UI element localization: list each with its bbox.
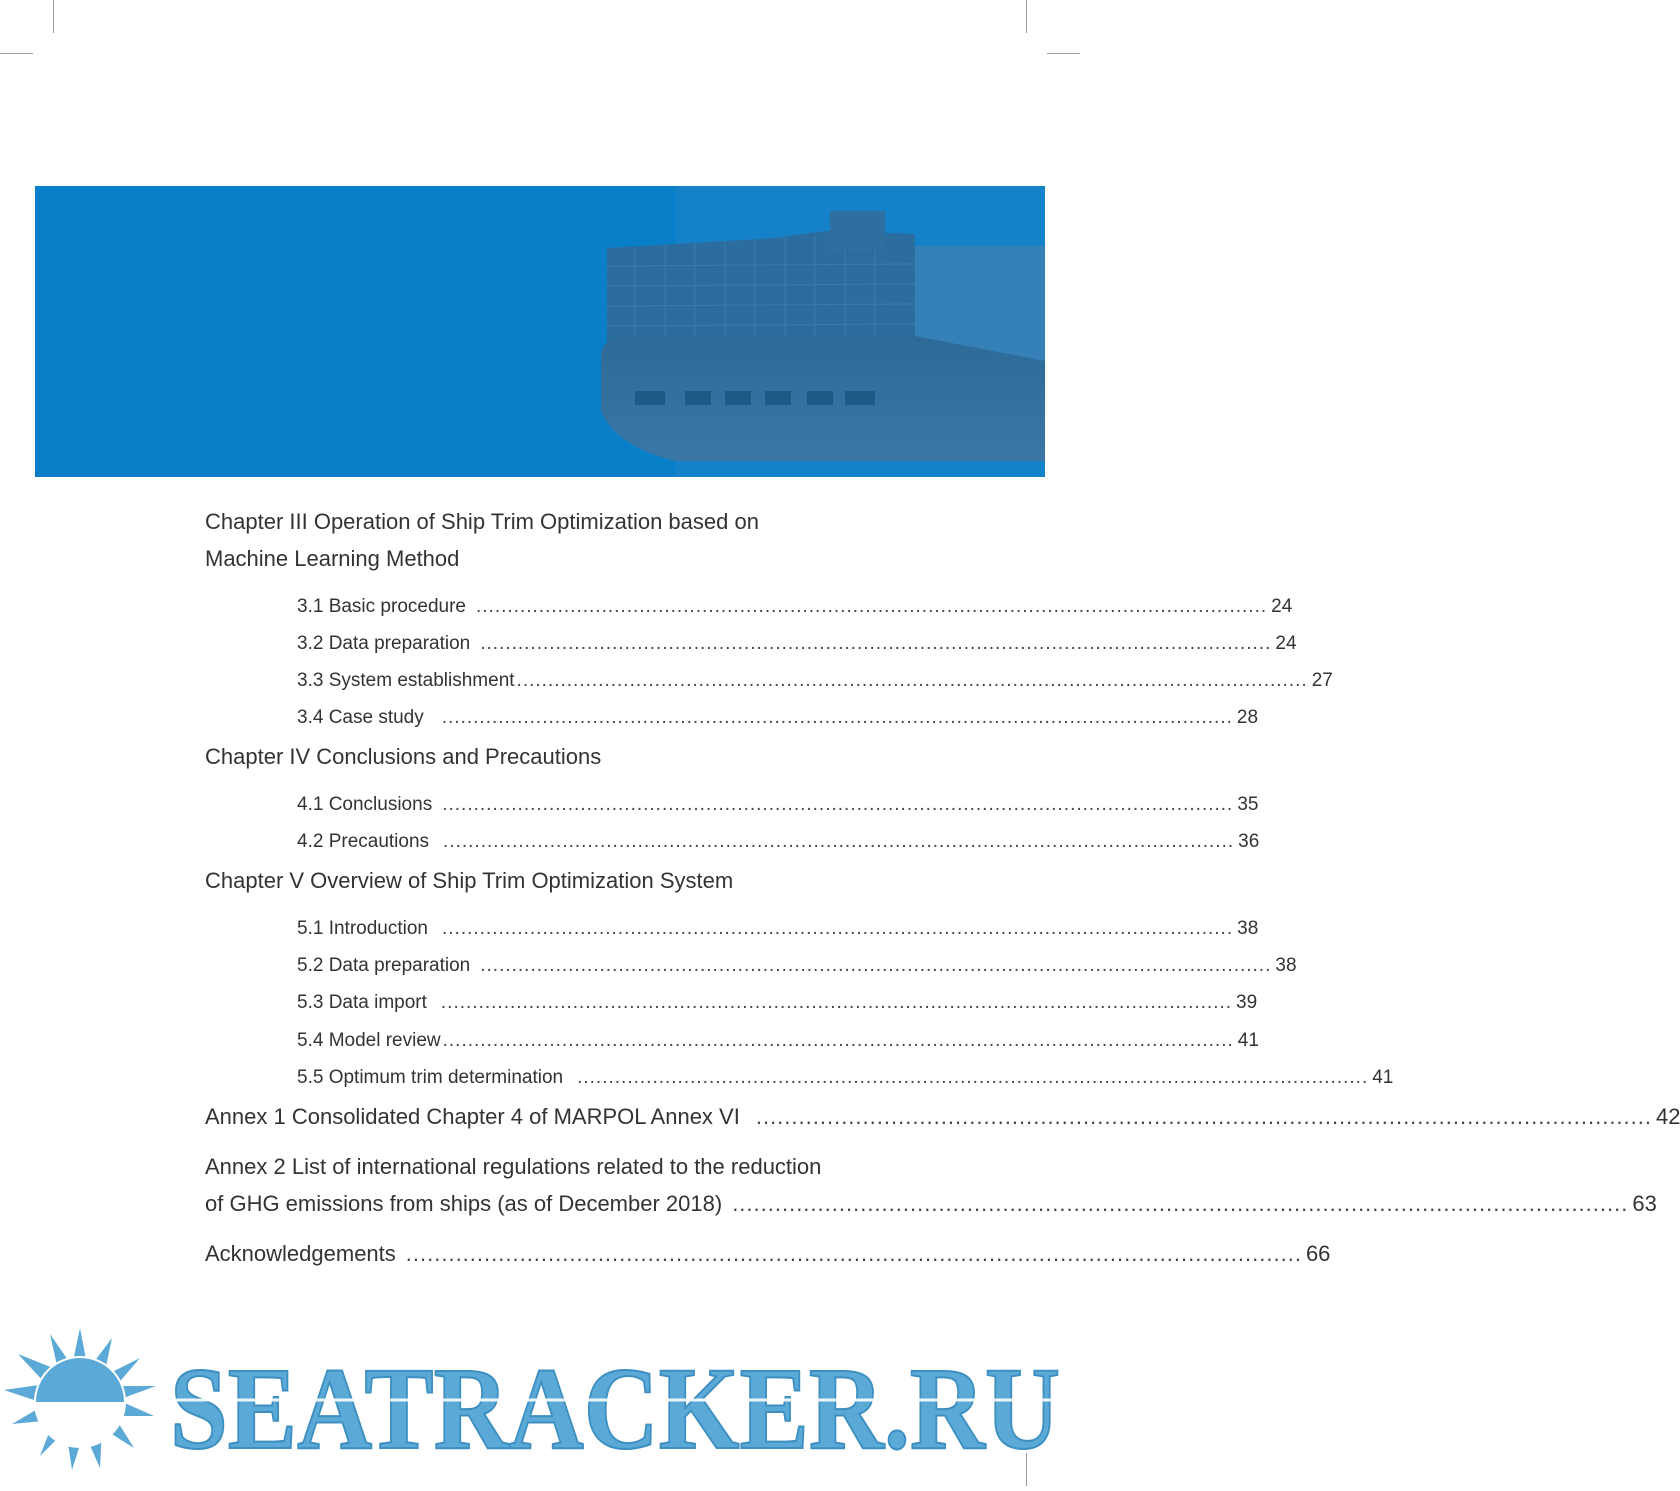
toc-entry-annex-1[interactable]: [205, 1104, 1680, 1130]
entry-label: 5.4 Model review: [297, 1030, 441, 1051]
dot-leader: ..............................................................................................................................: [516, 670, 1308, 691]
dot-leader: ..............................................................................................................................: [480, 955, 1272, 976]
toc-entry-acknowledgements[interactable]: [205, 1241, 1331, 1267]
chapter-3-title-cont[interactable]: Machine Learning Method: [205, 546, 460, 571]
entry-page: 41: [1372, 1067, 1394, 1088]
sun-icon: [4, 1328, 156, 1470]
toc-entry[interactable]: [297, 918, 1259, 940]
entry-label: 5.1 Introduction: [297, 918, 428, 939]
chapter-3-title[interactable]: Chapter III Operation of Ship Trim Optimization based on: [205, 509, 759, 534]
toc-entry[interactable]: [297, 707, 1259, 729]
toc-entry-annex-2[interactable]: [205, 1191, 1657, 1217]
dot-leader: ..............................................................................................................................: [480, 633, 1272, 654]
toc-entry[interactable]: [297, 794, 1259, 816]
seatracker-logo: [0, 1320, 1080, 1486]
entry-page: 66: [1305, 1241, 1331, 1266]
entry-label: 4.2 Precautions: [297, 831, 430, 852]
entry-page: 38: [1275, 955, 1297, 976]
toc-entry[interactable]: [297, 831, 1260, 853]
entry-label: 3.3 System establishment: [297, 670, 515, 691]
entry-label: 3.2 Data preparation: [297, 633, 471, 654]
entry-page: 39: [1236, 992, 1258, 1013]
entry-label: 5.2 Data preparation: [297, 955, 471, 976]
entry-page: 36: [1238, 831, 1260, 852]
entry-label: Annex 1 Consolidated Chapter 4 of MARPOL Annex VI: [205, 1104, 740, 1129]
dot-leader: ..............................................................................................................................: [442, 794, 1234, 815]
entry-page: 28: [1236, 707, 1259, 728]
dot-leader: ..............................................................................................................................: [732, 1191, 1629, 1216]
toc-entry[interactable]: [297, 1030, 1259, 1052]
dot-leader: ..............................................................................................................................: [440, 992, 1233, 1013]
toc-entry[interactable]: [297, 955, 1297, 977]
dot-leader: ..............................................................................................................................: [441, 707, 1233, 728]
dot-leader: ..............................................................................................................................: [443, 831, 1235, 852]
entry-label: 3.4 Case study: [297, 707, 424, 728]
toc-entry[interactable]: [297, 633, 1297, 655]
entry-label: 5.5 Optimum trim determination: [297, 1067, 564, 1088]
dot-leader: ..............................................................................................................................: [442, 1030, 1234, 1051]
entry-page: 41: [1237, 1030, 1259, 1051]
entry-page: 63: [1632, 1191, 1657, 1216]
entry-label: 4.1 Conclusions: [297, 794, 433, 815]
entry-label: Acknowledgements: [205, 1241, 396, 1266]
toc-entry[interactable]: [297, 670, 1333, 692]
dot-leader: ..............................................................................................................................: [405, 1241, 1302, 1266]
chapter-4-title[interactable]: Chapter IV Conclusions and Precautions: [205, 744, 602, 769]
toc-entry[interactable]: [297, 596, 1293, 618]
dot-leader: ..............................................................................................................................: [476, 596, 1268, 617]
chapter-5-title[interactable]: Chapter V Overview of Ship Trim Optimization System: [205, 868, 734, 893]
toc-entry[interactable]: [297, 1067, 1394, 1089]
entry-page: 24: [1275, 633, 1297, 654]
watermark: [0, 1320, 1080, 1486]
entry-page: 38: [1237, 918, 1259, 939]
dot-leader: ..............................................................................................................................: [441, 918, 1234, 939]
entry-label: 3.1 Basic procedure: [297, 596, 466, 617]
watermark-text: SEATRACKER.RU: [170, 1343, 1060, 1474]
entry-label: of GHG emissions from ships (as of December 2018): [205, 1191, 723, 1216]
toc-entry[interactable]: [297, 992, 1258, 1014]
dot-leader: ..............................................................................................................................: [577, 1067, 1369, 1088]
entry-page: 27: [1311, 670, 1333, 691]
entry-page: 42: [1656, 1104, 1680, 1129]
annex-2-title[interactable]: Annex 2 List of international regulations related to the reduction: [205, 1154, 822, 1179]
entry-page: 24: [1271, 596, 1293, 617]
entry-page: 35: [1237, 794, 1259, 815]
entry-label: 5.3 Data import: [297, 992, 427, 1013]
dot-leader: ..............................................................................................................................: [755, 1104, 1652, 1129]
